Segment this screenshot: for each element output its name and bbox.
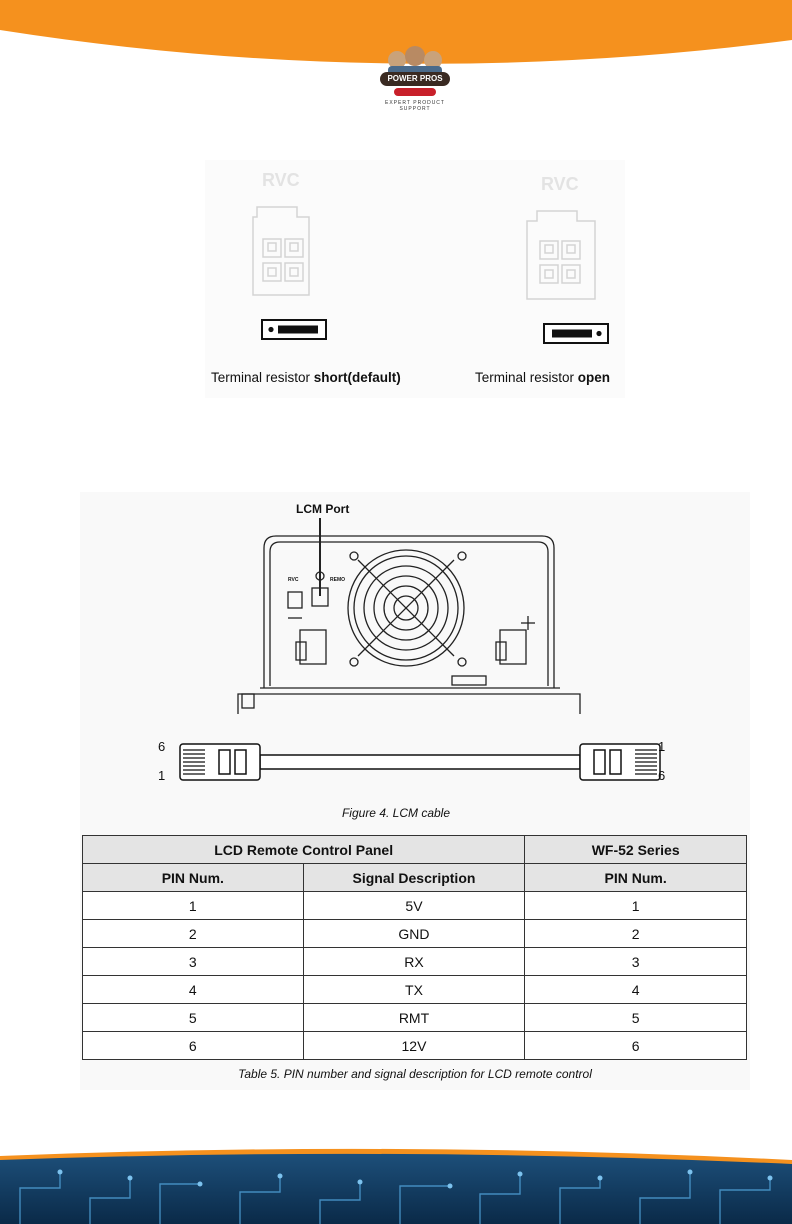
table-cell: 3: [83, 948, 304, 976]
column-header-signal: Signal Description: [303, 864, 525, 892]
table-row: [83, 892, 747, 920]
rvc-connectors-drawing: [205, 195, 625, 355]
table-cell: 1: [83, 892, 304, 920]
column-header-pin-right: PIN Num.: [525, 864, 747, 892]
table-cell: GND: [303, 920, 525, 948]
table-cell: 12V: [303, 1032, 525, 1060]
jumper-short-icon: [262, 320, 326, 339]
table-caption: Table 5. PIN number and signal description for LCD remote control: [238, 1067, 592, 1081]
table-cell: TX: [303, 976, 525, 1004]
rvc-right-title: RVC: [541, 174, 579, 194]
table-cell: 4: [525, 976, 747, 1004]
rvc-connector-right: [527, 211, 595, 299]
pin-label-right-top: 1: [658, 739, 666, 754]
table-row: [83, 920, 747, 948]
figure-caption: Figure 4. LCM cable: [341, 806, 451, 820]
table-cell: 5: [525, 1004, 747, 1032]
rvc-left-caption: Terminal resistor short(default): [211, 370, 401, 385]
table-cell: RX: [303, 948, 525, 976]
remo-port-small-label: REMO: [330, 577, 345, 583]
table-group-header-right: WF-52 Series: [525, 836, 747, 864]
table-row: [83, 1032, 747, 1060]
logo-text: POWER PROS: [387, 74, 443, 83]
footer-banner: [0, 1148, 792, 1224]
pin-label-left-bottom: 1: [158, 768, 166, 783]
table-cell: 3: [525, 948, 747, 976]
charger-front-drawing: [230, 518, 590, 718]
rvc-left-title: RVC: [262, 170, 300, 190]
table-cell: 6: [525, 1032, 747, 1060]
pin-table: [82, 835, 747, 1060]
rvc-right-caption: Terminal resistor open: [475, 370, 611, 385]
table-cell: 2: [525, 920, 747, 948]
pin-label-right-bottom: 6: [658, 768, 666, 783]
table-cell: 5: [83, 1004, 304, 1032]
table-row: [83, 976, 747, 1004]
table-row: [83, 948, 747, 976]
table-cell: RMT: [303, 1004, 525, 1032]
column-header-pin-left: PIN Num.: [83, 864, 304, 892]
logo-tagline: EXPERT PRODUCT SUPPORT: [385, 100, 445, 112]
rvc-port-small-label: RVC: [288, 577, 299, 583]
table-group-header-left: LCD Remote Control Panel: [83, 836, 525, 864]
lcm-port-label: LCM Port: [296, 502, 350, 516]
table-row: [83, 1004, 747, 1032]
table-cell: 2: [83, 920, 304, 948]
table-cell: 5V: [303, 892, 525, 920]
table-cell: 1: [525, 892, 747, 920]
table-cell: 6: [83, 1032, 304, 1060]
rvc-connector-left: [253, 207, 309, 295]
pin-label-left-top: 6: [158, 739, 166, 754]
jumper-open-icon: [544, 324, 608, 343]
lcm-cable-drawing: [175, 740, 665, 784]
table-cell: 4: [83, 976, 304, 1004]
